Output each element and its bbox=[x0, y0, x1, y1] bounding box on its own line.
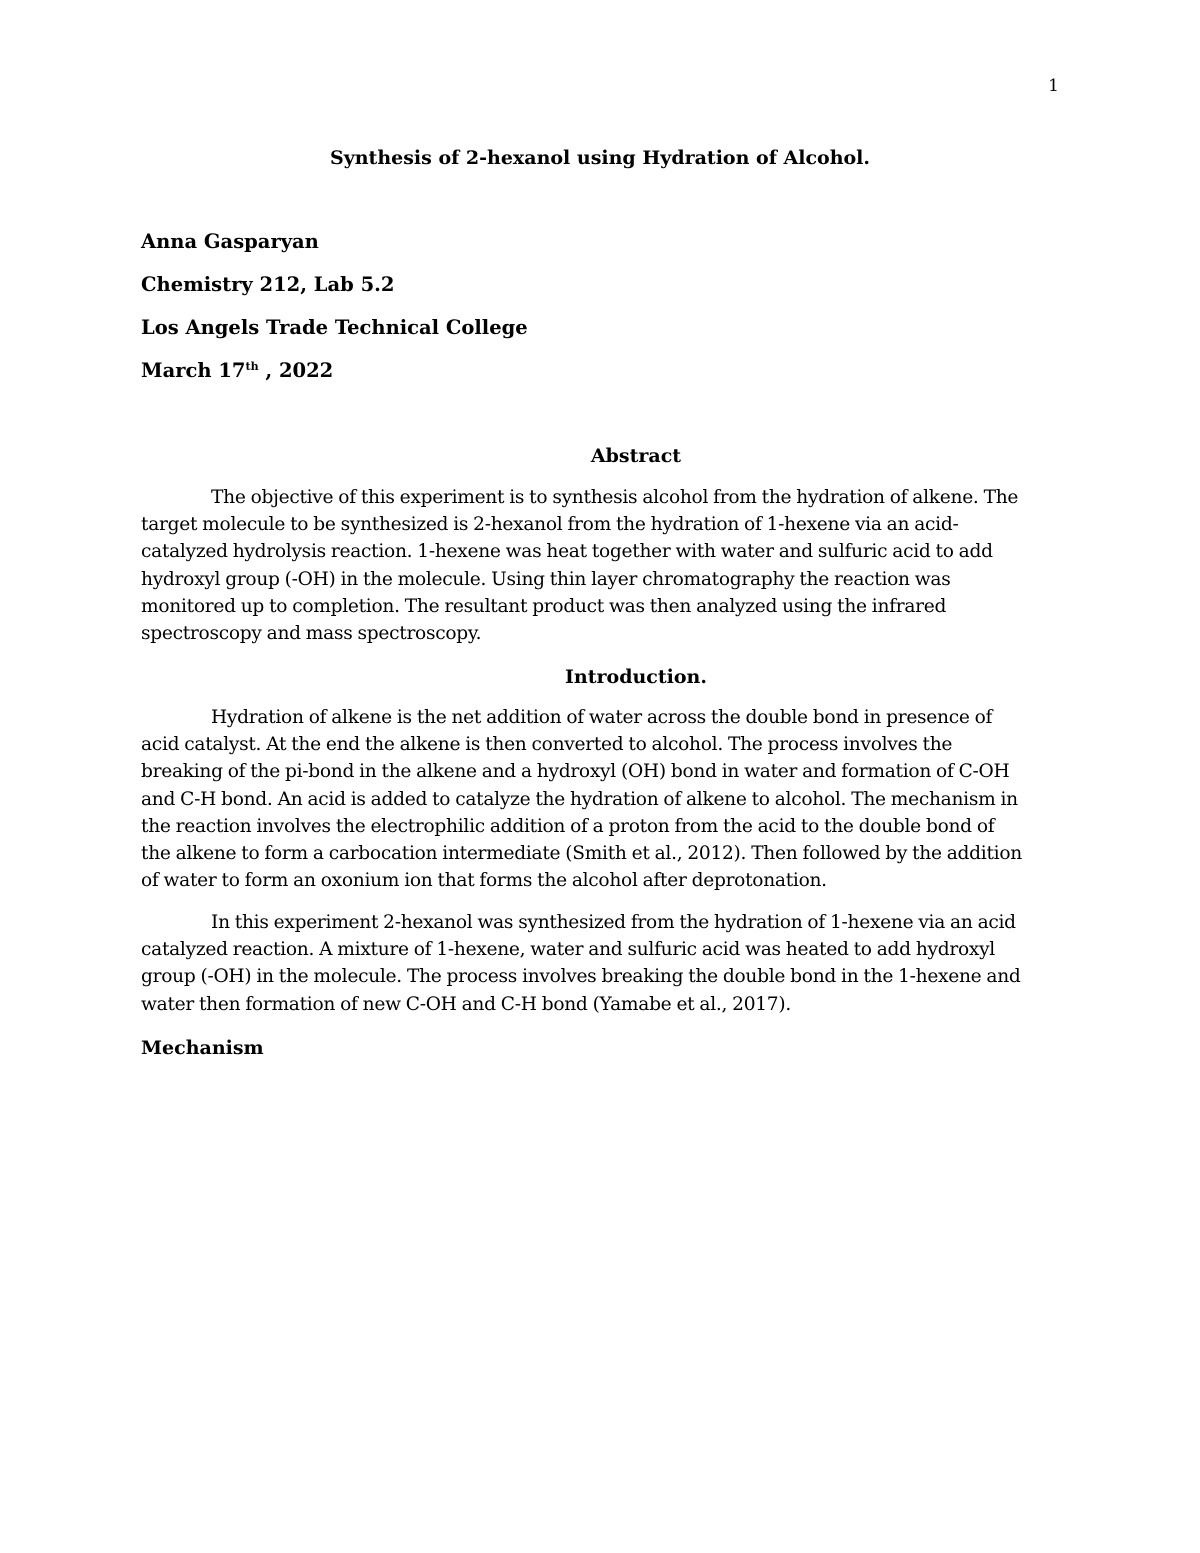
abstract-line: hydroxyl group (-OH) in the molecule. Using thin layer chromatography the reaction was bbox=[141, 568, 951, 590]
introduction-line: catalyzed reaction. A mixture of 1-hexene, water and sulfuric acid was heated to add hydroxyl bbox=[141, 939, 995, 961]
institution-name: Los Angels Trade Technical College bbox=[141, 316, 528, 339]
abstract-line: target molecule to be synthesized is 2-hexanol from the hydration of 1-hexene via an acid- bbox=[141, 514, 959, 536]
introduction-paragraph-1 bbox=[141, 704, 1059, 894]
introduction-line: breaking of the pi-bond in the alkene and a hydroxyl (OH) bond in water and formation of C-OH bbox=[141, 761, 1010, 783]
abstract-line: The objective of this experiment is to synthesis alcohol from the hydration of alkene. The bbox=[211, 487, 1019, 508]
abstract-line: spectroscopy and mass spectroscopy. bbox=[141, 623, 482, 645]
introduction-line: water then formation of new C-OH and C-H bond (Yamabe et al., 2017). bbox=[141, 993, 791, 1015]
abstract-paragraph bbox=[141, 484, 1059, 647]
document-title: Synthesis of 2-hexanol using Hydration of Alcohol. bbox=[329, 147, 871, 169]
abstract-heading: Abstract bbox=[590, 445, 682, 467]
date-year: , 2022 bbox=[258, 359, 334, 382]
introduction-line: acid catalyst. At the end the alkene is then converted to alcohol. The process involves the bbox=[141, 734, 953, 756]
course-name: Chemistry 212, Lab 5.2 bbox=[141, 273, 395, 296]
date-superscript: th bbox=[245, 360, 259, 373]
author-name: Anna Gasparyan bbox=[141, 230, 319, 253]
introduction-paragraph-2 bbox=[141, 909, 1059, 1018]
introduction-heading: Introduction. bbox=[565, 666, 707, 688]
document-date bbox=[141, 359, 333, 383]
introduction-line: group (-OH) in the molecule. The process involves breaking the double bond in the 1-hexene and bbox=[141, 966, 1021, 988]
date-text: March 17 bbox=[141, 359, 246, 382]
introduction-line: the alkene to form a carbocation intermediate (Smith et al., 2012). Then followed by the addition bbox=[141, 843, 1022, 865]
introduction-line: of water to form an oxonium ion that forms the alcohol after deprotonation. bbox=[141, 870, 827, 892]
introduction-line: In this experiment 2-hexanol was synthesized from the hydration of 1-hexene via an acid bbox=[211, 912, 1016, 933]
abstract-line: catalyzed hydrolysis reaction. 1-hexene was heat together with water and sulfuric acid to add bbox=[141, 541, 993, 563]
introduction-line: the reaction involves the electrophilic addition of a proton from the acid to the double bond of bbox=[141, 815, 995, 837]
mechanism-heading: Mechanism bbox=[141, 1037, 264, 1059]
introduction-line: and C-H bond. An acid is added to catalyze the hydration of alkene to alcohol. The mechanism in bbox=[141, 788, 1018, 810]
abstract-line: monitored up to completion. The resultant product was then analyzed using the infrared bbox=[141, 595, 947, 617]
introduction-line: Hydration of alkene is the net addition of water across the double bond in presence of bbox=[211, 707, 993, 728]
page-number: 1 bbox=[1048, 76, 1059, 96]
